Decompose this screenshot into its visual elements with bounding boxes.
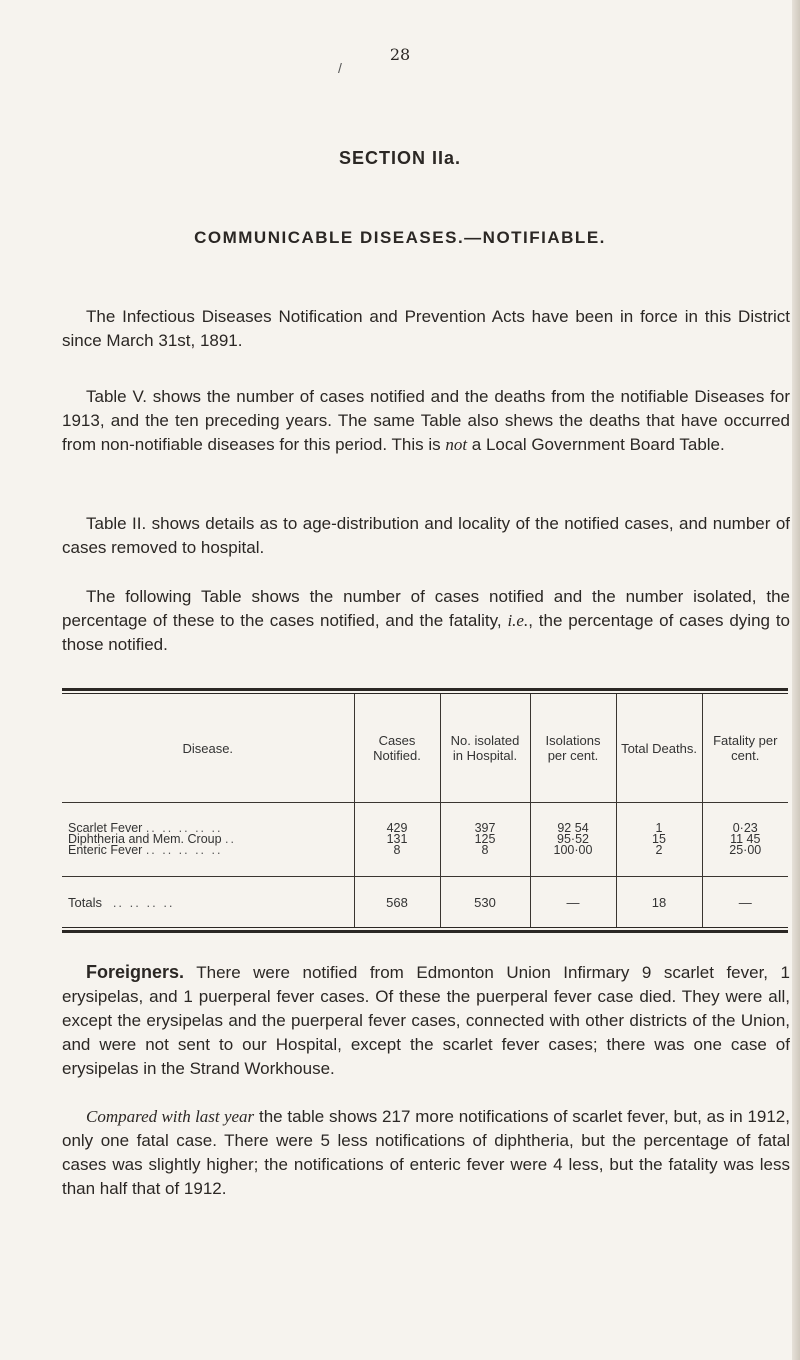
paragraph-table-v-emphasis: not <box>445 435 468 454</box>
paragraph-foreigners <box>62 960 790 1081</box>
header-isolated: No. isolated in Hospital. <box>440 694 530 803</box>
page-number: 28 <box>389 45 411 64</box>
cell-notified: 8 <box>354 845 440 856</box>
paragraph-table-ii-text: Table II. shows details as to age-distribution and locality of the notified cases, and number of cases removed to hospital. <box>62 514 790 557</box>
header-isolations-pct: Isolations per cent. <box>530 694 616 803</box>
cell-deaths: 2 <box>616 845 702 856</box>
cell-fatality: 0·23 <box>702 823 788 834</box>
paragraph-comparison-text: the table shows 217 more notifications of scarlet fever, but, as in 1912, only one fatal case. There were 5 less notifications of diphtheria, but the percentage of fatal cases was slightly higher; the notifications of enteric fever were 4 less, but the fatality was less than half that of 1912. <box>62 1107 790 1198</box>
page-edge-shadow <box>792 0 800 1360</box>
cell-isolated: 8 <box>440 845 530 856</box>
paragraph-following-text-b: , the percentage of cases dying to those notified. <box>62 611 790 654</box>
table-totals-row <box>62 877 788 928</box>
cell-disease: Scarlet Fever .. .. .. .. .. <box>68 821 223 835</box>
cell-isolations-pct: 92 54 <box>530 823 616 834</box>
cell-isolations-pct: 100·00 <box>530 845 616 856</box>
pencil-mark: / <box>338 60 342 76</box>
cell-fatality: 11 45 <box>702 834 788 845</box>
cell-deaths: 1 <box>616 823 702 834</box>
paragraph-following-table <box>62 585 790 657</box>
paragraph-foreigners-lead: Foreigners. <box>86 962 185 982</box>
cell-totals-label: Totals .. .. .. .. <box>68 894 175 910</box>
paragraph-following-text-a: The following Table shows the number of cases notified and the number isolated, the percentage of these to the cases notified, and the fatality, <box>62 587 790 630</box>
header-cases-notified: Cases Notified. <box>354 694 440 803</box>
paragraph-comparison-lead: Compared with last year <box>86 1107 255 1126</box>
notification-table <box>62 688 788 933</box>
cell-fatality: 25·00 <box>702 845 788 856</box>
cell-notified: 429 <box>354 823 440 834</box>
paragraph-table-v <box>62 385 790 457</box>
paragraph-foreigners-text: There were notified from Edmonton Union Infirmary 9 scarlet fever, 1 erysipelas, and 1 puerperal fever cases. Of these the puerperal fever case died. They were all, except the erysipelas and the puerperal fever cases, connected with other districts of the Union, and were not sent to our Hospital, except the scarlet fever cases; there was one case of erysipelas in the Strand Workhouse. <box>62 963 790 1078</box>
section-heading: SECTION IIa. <box>338 148 462 168</box>
cell-totals-deaths: 18 <box>616 877 702 928</box>
paragraph-table-v-text-b: a Local Government Board Table. <box>467 435 725 454</box>
cell-isolations-pct: 95·52 <box>530 834 616 845</box>
cell-totals-isolated: 530 <box>440 877 530 928</box>
cell-disease: Diphtheria and Mem. Croup .. <box>68 832 236 846</box>
cell-deaths: 15 <box>616 834 702 845</box>
cell-totals-fatality: — <box>702 877 788 928</box>
cell-totals-isolations-pct: — <box>530 877 616 928</box>
notification-data-table <box>62 694 788 927</box>
cell-notified: 131 <box>354 834 440 845</box>
paragraph-acts <box>62 305 790 353</box>
cell-isolated: 397 <box>440 823 530 834</box>
cell-disease: Enteric Fever .. .. .. .. .. <box>68 843 223 857</box>
table-bottom-rule-heavy <box>62 930 788 933</box>
page-title: COMMUNICABLE DISEASES.—NOTIFIABLE. <box>194 228 606 247</box>
header-total-deaths: Total Deaths. <box>616 694 702 803</box>
table-header-row <box>62 694 788 803</box>
cell-isolated: 125 <box>440 834 530 845</box>
paragraph-comparison <box>62 1105 790 1201</box>
header-fatality-pct: Fatality per cent. <box>702 694 788 803</box>
paragraph-following-emphasis: i.e. <box>507 611 529 630</box>
header-disease: Disease. <box>62 694 354 803</box>
table-row <box>62 845 788 856</box>
cell-totals-notified: 568 <box>354 877 440 928</box>
paragraph-table-v-text-a: Table V. shows the number of cases notified and the deaths from the notifiable Diseases for 1913, and the ten preceding years. The same Table also shews the deaths that have occurred from non-notifiable diseases for this period. This is <box>62 387 790 454</box>
paragraph-table-ii <box>62 512 790 560</box>
paragraph-acts-text: The Infectious Diseases Notification and Prevention Acts have been in force in this District since March 31st, 1891. <box>62 307 790 350</box>
